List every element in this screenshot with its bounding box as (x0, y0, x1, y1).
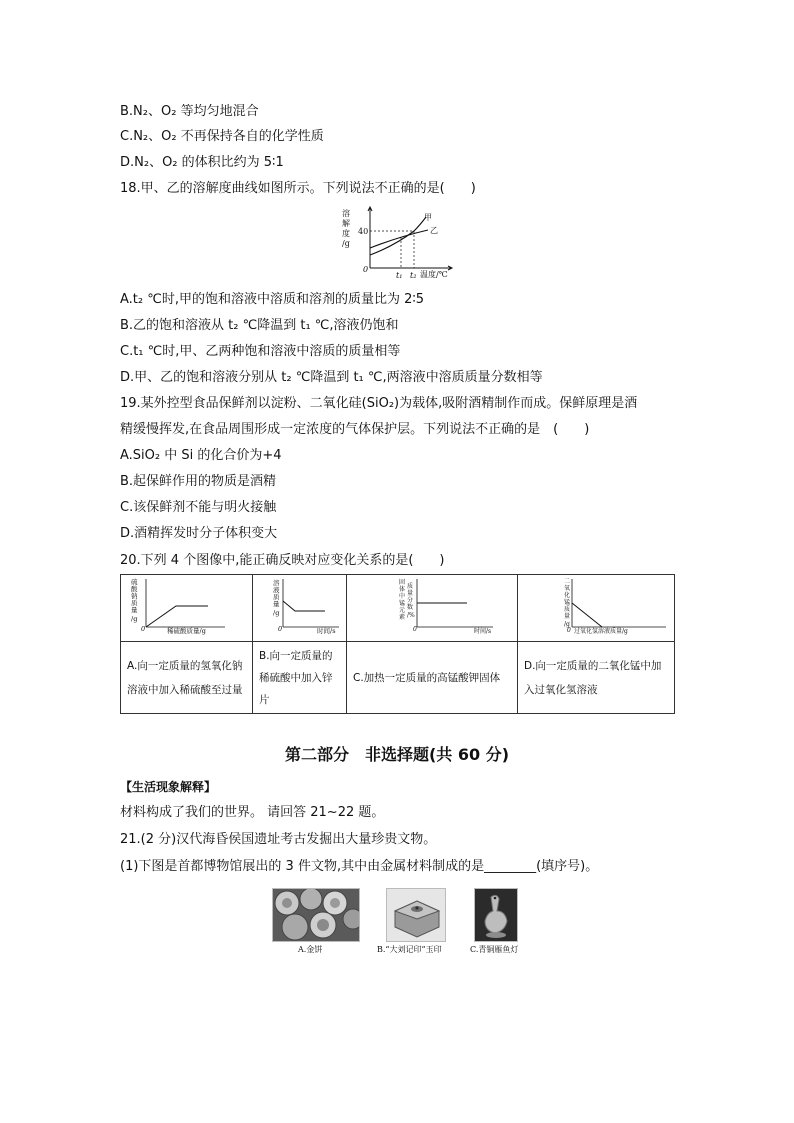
q20a-ylabel-5: 量 (131, 606, 138, 614)
q20d-xlabel: 过氧化氢溶液质量/g (574, 628, 628, 635)
q20a-line (146, 606, 208, 627)
q20c-ylabel2-2: 量 (407, 590, 414, 597)
q20-option-b-line3: 片 (259, 693, 270, 706)
q17-option-c: C.N₂、O₂ 不再保持各自的化学性质 (120, 129, 324, 144)
q20-stem: 20.下列 4 个图像中,能正确反映对应变化关系的是( ) (120, 553, 445, 568)
q20a-ylabel-3: 钠 (131, 592, 138, 600)
q20-option-d-line1: D.向一定质量的二氧化锰中加 (524, 659, 662, 672)
q18-ylabel-3: 度 (342, 229, 350, 238)
q20c-ylabel-4: 锰 (399, 600, 406, 607)
q20c-ylabel-2: 体 (399, 586, 406, 593)
q18-xlabel: 温度/℃ (420, 270, 448, 279)
q20d-origin: 0 (567, 627, 571, 634)
q20b-ylabel-2: 液 (273, 586, 280, 594)
q20-option-b (253, 642, 347, 714)
q20-graph-a (121, 575, 251, 637)
q20a-ylabel-1: 硫 (131, 578, 138, 586)
q20c-origin: 0 (413, 626, 417, 633)
q20d-ylabel-1: 二 (564, 578, 571, 585)
q20c-ylabel-5: 元 (399, 607, 406, 614)
q20b-ylabel-4: 量 (273, 600, 280, 608)
q20c-ylabel-1: 固 (399, 579, 406, 586)
q20-option-d-line2: 入过氧化氢溶液 (524, 683, 598, 696)
q20c-xlabel: 时间/s (474, 628, 492, 635)
photo-bronze-lamp (474, 888, 518, 942)
photo-gold-cakes (272, 888, 360, 942)
q18-option-c: C.t₁ ℃时,甲、乙两种饱和溶液中溶质的质量相等 (120, 344, 401, 359)
q20-options-table (120, 574, 675, 714)
q20a-ylabel-2: 酸 (131, 585, 138, 593)
q19-option-b: B.起保鲜作用的物质是酒精 (120, 474, 277, 489)
q20-graph-d-cell (518, 575, 675, 642)
q20c-ylabel2-4: 数 (407, 604, 414, 611)
q18-curve-yi (370, 230, 428, 248)
q20b-origin: 0 (278, 625, 283, 633)
q18-option-a: A.t₂ ℃时,甲的饱和溶液中溶质和溶剂的质量比为 2∶5 (120, 292, 425, 307)
q17-option-d: D.N₂、O₂ 的体积比约为 5∶1 (120, 155, 284, 170)
q20-option-a-line1: A.向一定质量的氢氧化钠 (127, 659, 243, 672)
q20c-ylabel2-1: 质 (407, 583, 414, 590)
q20-graph-b (253, 575, 345, 637)
q20b-xlabel: 时间/s (317, 627, 336, 635)
q20b-ylabel-1: 溶 (273, 579, 280, 587)
q20-option-a (121, 642, 253, 714)
q20-graph-d (518, 575, 673, 637)
category-heading: 【生活现象解释】 (120, 780, 217, 794)
q21-stem: 21.(2 分)汉代海昏侯国遗址考古发掘出大量珍贵文物。 (120, 832, 437, 847)
q19-option-d: D.酒精挥发时分子体积变大 (120, 526, 278, 541)
q20a-origin: 0 (141, 625, 146, 633)
q20d-ylabel-2: 氧 (564, 585, 571, 592)
q18-ytick-40: 40 (358, 227, 369, 236)
q20c-ylabel2-5: /% (407, 612, 415, 619)
q21-sub1: (1)下图是首都博物馆展出的 3 件文物,其中由金属材料制成的是________(填序号)。 (120, 859, 599, 874)
solubility-curve-figure (338, 206, 458, 280)
q20d-ylabel-6: 量 (564, 613, 571, 620)
photo-caption-b: B.“大刘记印”玉印 (377, 945, 442, 954)
q20-option-c (347, 642, 518, 714)
q20-graph-c (347, 575, 516, 637)
q18-option-b: B.乙的饱和溶液从 t₂ ℃降温到 t₁ ℃,溶液仍饱和 (120, 318, 399, 333)
q20-option-b-line1: B.向一定质量的 (259, 649, 333, 662)
photo-caption-c: C.青铜雁鱼灯 (470, 945, 519, 954)
q20d-line (572, 603, 602, 627)
q20b-ylabel-5: /g (273, 609, 280, 617)
q18-curve-jia-label: 甲 (424, 213, 432, 222)
q18-xtick-t2: t₂ (410, 271, 417, 280)
q20a-xlabel: 稀硫酸质量/g (167, 627, 206, 635)
q20a-ylabel-6: /g (131, 615, 138, 623)
q20c-ylabel-6: 素 (399, 614, 406, 621)
part2-intro: 材料构成了我们的世界。 请回答 21~22 题。 (120, 805, 385, 820)
q20-option-d (518, 642, 675, 714)
q20-graph-a-cell (121, 575, 253, 642)
q18-origin: 0 (363, 265, 369, 274)
q18-option-d: D.甲、乙的饱和溶液分别从 t₂ ℃降温到 t₁ ℃,两溶液中溶质质量分数相等 (120, 370, 543, 385)
q20d-ylabel-3: 化 (564, 592, 571, 599)
q18-ylabel-1: 溶 (342, 209, 350, 218)
q19-option-c: C.该保鲜剂不能与明火接触 (120, 500, 277, 515)
q18-xtick-t1: t₁ (396, 271, 403, 280)
q20c-ylabel-3: 中 (399, 593, 406, 600)
q20-option-b-line2: 稀硫酸中加入锌 (259, 671, 333, 684)
q20d-ylabel-5: 质 (564, 606, 571, 613)
q20-graph-c-cell (347, 575, 518, 642)
q18-ylabel-4: /g (342, 239, 350, 248)
q20d-ylabel-4: 锰 (564, 599, 571, 606)
q20-option-a-line2: 溶液中加入稀硫酸至过量 (127, 683, 243, 696)
q17-option-b: B.N₂、O₂ 等均匀地混合 (120, 104, 259, 119)
q19-option-a: A.SiO₂ 中 Si 的化合价为+4 (120, 448, 282, 463)
q20b-ylabel-3: 质 (273, 593, 280, 601)
q18-curve-yi-label: 乙 (430, 226, 438, 235)
q20c-ylabel2-3: 分 (407, 597, 414, 604)
q18-ylabel-2: 解 (342, 219, 350, 228)
q20a-ylabel-4: 质 (131, 599, 138, 607)
part2-title: 第二部分 非选择题(共 60 分) (284, 745, 510, 764)
q20b-line (283, 601, 325, 611)
photo-jade-seal (386, 888, 446, 942)
q19-stem-line2: 精缓慢挥发,在食品周围形成一定浓度的气体保护层。下列说法不正确的是 ( ) (120, 422, 590, 437)
q19-stem-line1: 19.某外控型食品保鲜剂以淀粉、二氧化硅(SiO₂)为载体,吸附酒精制作而成。保鲜原理是酒 (120, 396, 638, 411)
q20-option-c-line1: C.加热一定质量的高锰酸钾固体 (353, 671, 501, 684)
q20d-ylabel-7: /g (564, 621, 570, 628)
q20-graph-b-cell (253, 575, 347, 642)
photo-caption-a: A.金饼 (298, 945, 323, 954)
q18-curve-jia (370, 217, 426, 255)
q18-stem: 18.甲、乙的溶解度曲线如图所示。下列说法不正确的是( ) (120, 181, 476, 196)
